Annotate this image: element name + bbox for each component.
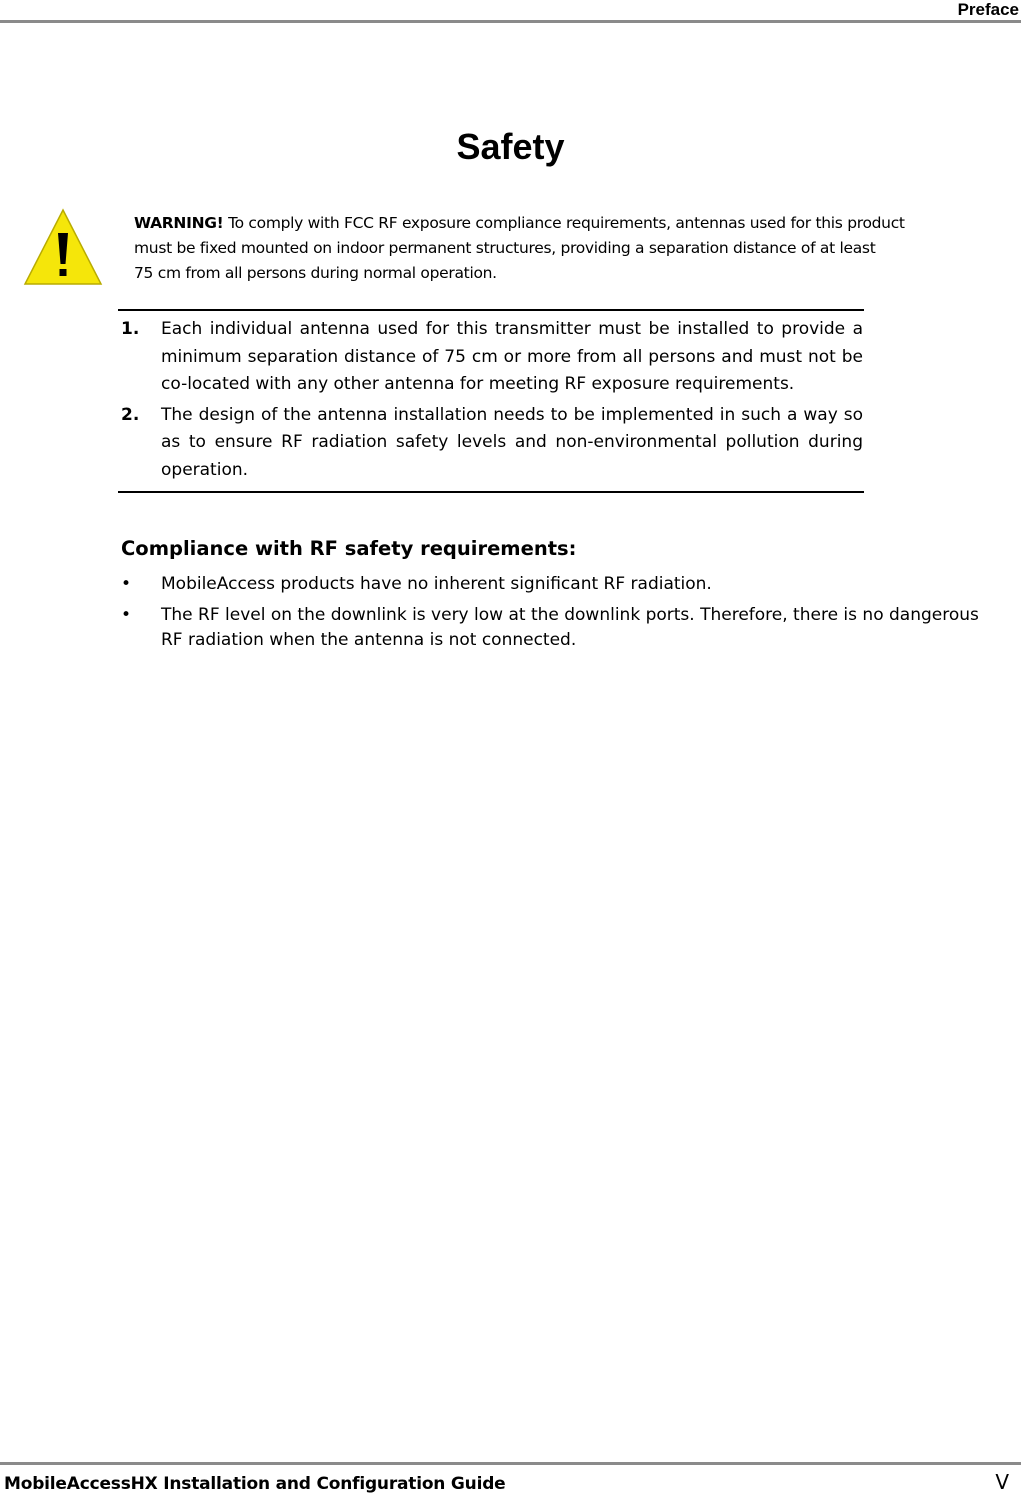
warning-line: 75 cm from all persons during normal operation.: [134, 264, 497, 282]
list-item: [118, 603, 998, 653]
page-number: V: [995, 1470, 1009, 1494]
header-rule: [0, 20, 1021, 23]
list-item-text: The RF level on the downlink is very low at the downlink ports. Therefore, there is no dangerous RF radiation when the antenna is not connected.: [161, 605, 979, 650]
warning-text: [134, 211, 1004, 286]
item-text: The design of the antenna installation needs to be implemented in such a way so as to ensure RF radiation safety levels and non-environmental pollution during operation.: [161, 404, 863, 480]
numbered-item: [118, 402, 864, 485]
warning-line: must be fixed mounted on indoor permanent structures, providing a separation distance of at least: [134, 239, 876, 257]
item-number: 2.: [121, 404, 140, 425]
compliance-list: [118, 572, 998, 659]
list-item: [118, 572, 998, 597]
header-section-label: Preface: [957, 0, 1019, 19]
numbered-item: [118, 316, 864, 399]
item-text: Each individual antenna used for this transmitter must be installed to provide a minimum separation distance of 75 cm or more from all persons and must not be co-located with any other antenna for meeting RF exposure requirements.: [161, 319, 863, 394]
warning-line: To comply with FCC RF exposure compliance requirements, antennas used for this product: [223, 214, 905, 232]
bullet-icon: •: [121, 574, 132, 594]
footer-rule: [0, 1462, 1021, 1465]
warning-lead: WARNING!: [134, 214, 224, 232]
compliance-heading: Compliance with RF safety requirements:: [121, 537, 577, 560]
list-item-text: MobileAccess products have no inherent significant RF radiation.: [161, 574, 712, 594]
page-title: Safety: [456, 126, 565, 167]
warning-triangle-icon: [23, 207, 103, 287]
bullet-icon: •: [121, 605, 132, 625]
requirements-box: [118, 309, 864, 493]
item-number: 1.: [121, 319, 140, 339]
footer-doc-title: MobileAccessHX Installation and Configuration Guide: [4, 1474, 506, 1494]
